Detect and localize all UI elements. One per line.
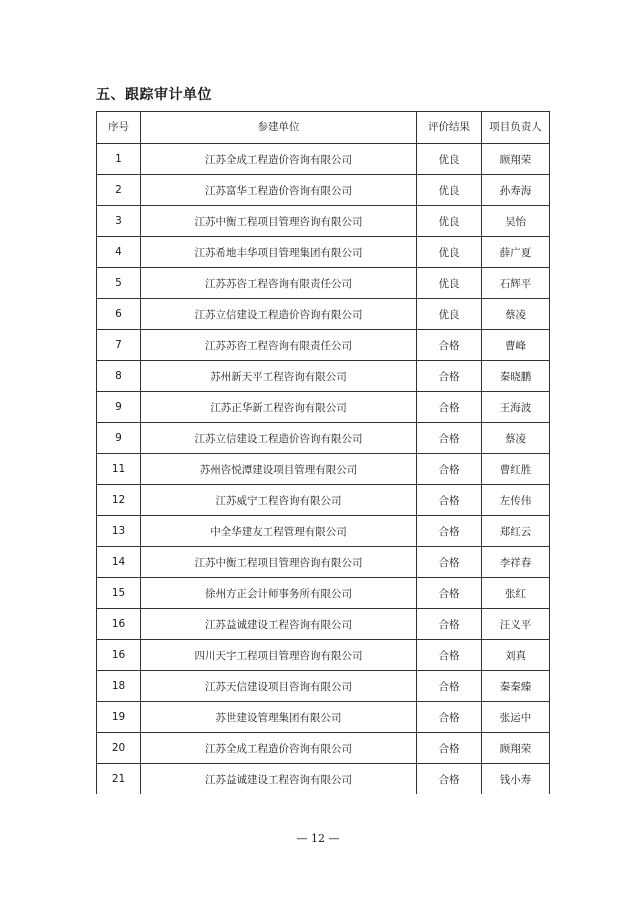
row-result: 优良 xyxy=(417,237,482,268)
row-responsible: 顾翔荣 xyxy=(482,733,550,764)
row-index: 20 xyxy=(97,733,141,764)
table-row xyxy=(97,144,550,175)
row-result: 合格 xyxy=(417,392,482,423)
header-result: 评价结果 xyxy=(417,112,482,144)
row-responsible: 蔡凌 xyxy=(482,423,550,454)
row-index: 21 xyxy=(97,764,141,795)
table-row xyxy=(97,423,550,454)
row-index: 13 xyxy=(97,516,141,547)
row-responsible: 郑红云 xyxy=(482,516,550,547)
row-responsible: 秦晓鹏 xyxy=(482,361,550,392)
row-responsible: 张运中 xyxy=(482,702,550,733)
row-index: 9 xyxy=(97,392,141,423)
table-row xyxy=(97,671,550,702)
table-row xyxy=(97,206,550,237)
table-row xyxy=(97,485,550,516)
row-result: 优良 xyxy=(417,268,482,299)
row-index: 9 xyxy=(97,423,141,454)
row-responsible: 吴怡 xyxy=(482,206,550,237)
row-result: 优良 xyxy=(417,144,482,175)
row-index: 16 xyxy=(97,640,141,671)
row-responsible: 王海波 xyxy=(482,392,550,423)
header-unit: 参建单位 xyxy=(141,112,417,144)
row-result: 合格 xyxy=(417,454,482,485)
table-row xyxy=(97,268,550,299)
row-unit: 江苏苏咨工程咨询有限责任公司 xyxy=(141,268,417,299)
row-result: 合格 xyxy=(417,516,482,547)
row-result: 合格 xyxy=(417,578,482,609)
row-result: 合格 xyxy=(417,640,482,671)
table-row xyxy=(97,547,550,578)
table-header-row xyxy=(97,112,550,144)
row-result: 优良 xyxy=(417,175,482,206)
row-index: 7 xyxy=(97,330,141,361)
row-unit: 江苏立信建设工程造价咨询有限公司 xyxy=(141,299,417,330)
row-result: 合格 xyxy=(417,361,482,392)
section-title: 五、跟踪审计单位 xyxy=(96,87,212,103)
row-responsible: 汪义平 xyxy=(482,609,550,640)
row-result: 优良 xyxy=(417,206,482,237)
row-unit: 苏州咨悦潭建设项目管理有限公司 xyxy=(141,454,417,485)
row-index: 12 xyxy=(97,485,141,516)
row-unit: 江苏益诚建设工程咨询有限公司 xyxy=(141,764,417,795)
row-result: 合格 xyxy=(417,702,482,733)
row-result: 优良 xyxy=(417,299,482,330)
row-unit: 江苏正华新工程咨询有限公司 xyxy=(141,392,417,423)
row-index: 19 xyxy=(97,702,141,733)
row-index: 8 xyxy=(97,361,141,392)
table-row xyxy=(97,733,550,764)
row-unit: 江苏中衡工程项目管理咨询有限公司 xyxy=(141,547,417,578)
row-unit: 苏世建设管理集团有限公司 xyxy=(141,702,417,733)
row-responsible: 左传伟 xyxy=(482,485,550,516)
row-unit: 江苏中衡工程项目管理咨询有限公司 xyxy=(141,206,417,237)
row-index: 4 xyxy=(97,237,141,268)
table-row xyxy=(97,454,550,485)
table-row xyxy=(97,361,550,392)
table-row xyxy=(97,299,550,330)
row-responsible: 刘真 xyxy=(482,640,550,671)
audit-units-table xyxy=(96,111,550,794)
row-result: 合格 xyxy=(417,423,482,454)
table-row xyxy=(97,237,550,268)
row-responsible: 曹峰 xyxy=(482,330,550,361)
row-unit: 中全华建友工程管理有限公司 xyxy=(141,516,417,547)
row-index: 16 xyxy=(97,609,141,640)
row-responsible: 秦秦臻 xyxy=(482,671,550,702)
row-unit: 江苏全成工程造价咨询有限公司 xyxy=(141,733,417,764)
row-unit: 江苏天信建设项目咨询有限公司 xyxy=(141,671,417,702)
row-result: 合格 xyxy=(417,547,482,578)
row-responsible: 李祥春 xyxy=(482,547,550,578)
table-row xyxy=(97,702,550,733)
table-row xyxy=(97,764,550,795)
row-responsible: 孙寿海 xyxy=(482,175,550,206)
row-index: 1 xyxy=(97,144,141,175)
table-row xyxy=(97,609,550,640)
table-row xyxy=(97,175,550,206)
row-responsible: 顾翔荣 xyxy=(482,144,550,175)
row-unit: 江苏全成工程造价咨询有限公司 xyxy=(141,144,417,175)
row-responsible: 钱小寿 xyxy=(482,764,550,795)
table-row xyxy=(97,330,550,361)
row-index: 6 xyxy=(97,299,141,330)
row-result: 合格 xyxy=(417,733,482,764)
row-unit: 江苏苏咨工程咨询有限责任公司 xyxy=(141,330,417,361)
row-responsible: 薛广夏 xyxy=(482,237,550,268)
row-index: 14 xyxy=(97,547,141,578)
table-row xyxy=(97,640,550,671)
row-unit: 江苏立信建设工程造价咨询有限公司 xyxy=(141,423,417,454)
row-unit: 苏州新天平工程咨询有限公司 xyxy=(141,361,417,392)
row-index: 5 xyxy=(97,268,141,299)
table-row xyxy=(97,392,550,423)
row-index: 15 xyxy=(97,578,141,609)
table-row xyxy=(97,578,550,609)
row-unit: 江苏威宁工程咨询有限公司 xyxy=(141,485,417,516)
row-unit: 江苏益诚建设工程咨询有限公司 xyxy=(141,609,417,640)
row-result: 合格 xyxy=(417,764,482,795)
row-index: 2 xyxy=(97,175,141,206)
row-index: 11 xyxy=(97,454,141,485)
row-result: 合格 xyxy=(417,330,482,361)
row-unit: 江苏希地丰华项目管理集团有限公司 xyxy=(141,237,417,268)
row-unit: 四川天宇工程项目管理咨询有限公司 xyxy=(141,640,417,671)
row-result: 合格 xyxy=(417,609,482,640)
row-responsible: 蔡凌 xyxy=(482,299,550,330)
header-responsible: 项目负责人 xyxy=(482,112,550,144)
page-number: — 12 — xyxy=(296,832,340,845)
row-unit: 徐州方正会计师事务所有限公司 xyxy=(141,578,417,609)
row-responsible: 张红 xyxy=(482,578,550,609)
table-row xyxy=(97,516,550,547)
header-index: 序号 xyxy=(97,112,141,144)
row-result: 合格 xyxy=(417,671,482,702)
row-responsible: 曹红胜 xyxy=(482,454,550,485)
row-responsible: 石辉平 xyxy=(482,268,550,299)
row-index: 3 xyxy=(97,206,141,237)
row-index: 18 xyxy=(97,671,141,702)
row-unit: 江苏富华工程造价咨询有限公司 xyxy=(141,175,417,206)
row-result: 合格 xyxy=(417,485,482,516)
